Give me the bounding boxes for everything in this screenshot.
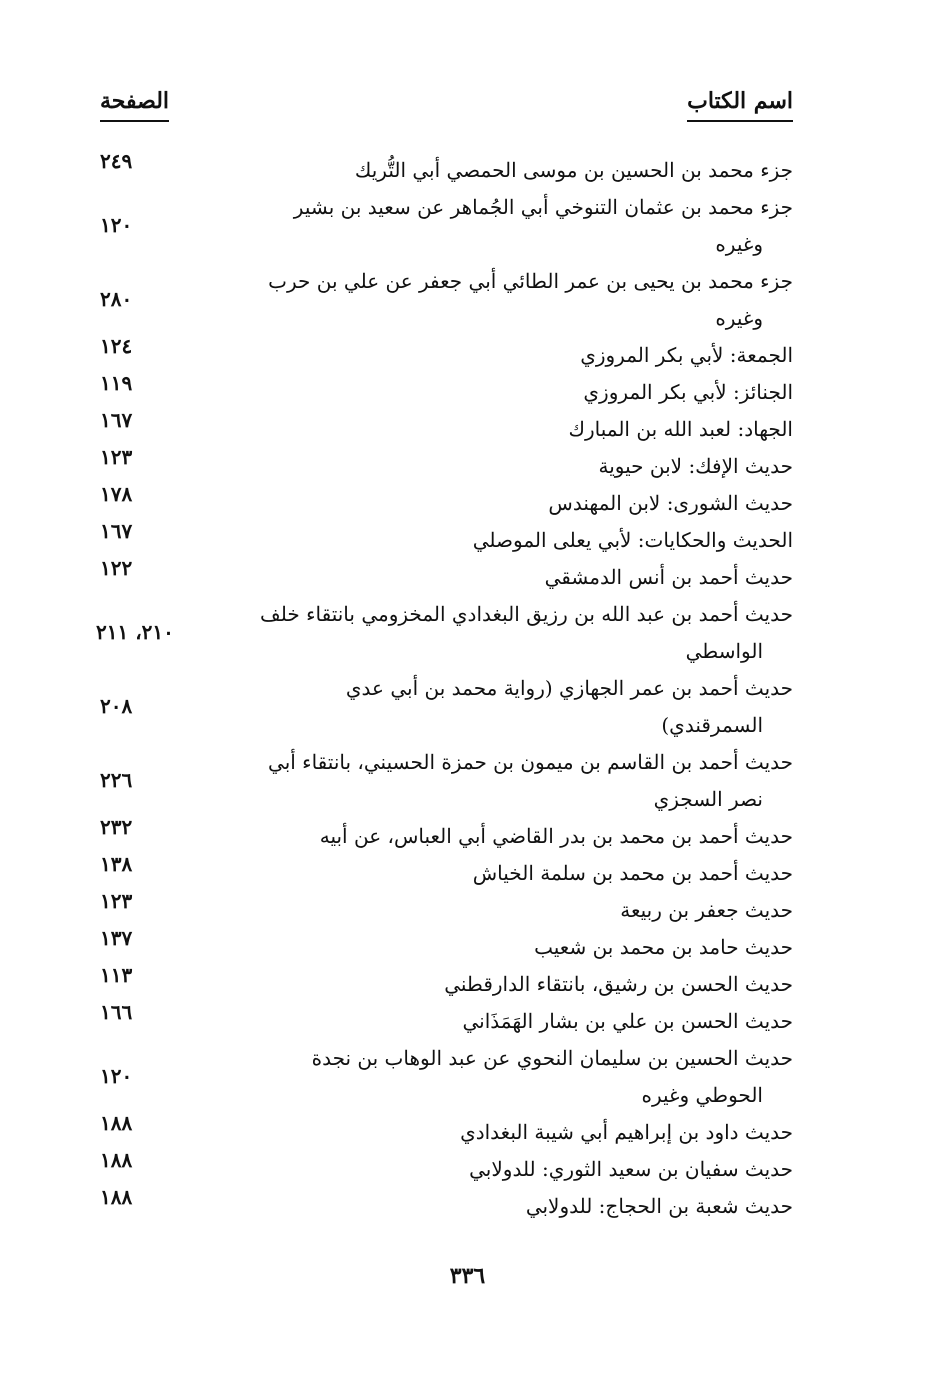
entry-title: جزء محمد بن الحسين بن موسى الحمصي أبي التُّريك [354,158,793,182]
entry-page-number: ١٢٣ [100,889,133,913]
index-entry [218,892,793,929]
index-entry [218,966,793,1003]
entry-title: حديث أحمد بن عمر الجهازي (رواية محمد بن أبي عدي [345,676,793,700]
index-entry [218,670,793,744]
entry-title: الجمعة: لأبي بكر المروزي [580,343,793,367]
entry-title-continuation: الحوطي وغيره [641,1083,763,1107]
entry-title: حديث حامد بن محمد بن شعيب [534,935,793,959]
index-entry [218,1188,793,1225]
entry-page-number: ١٨٨ [100,1111,133,1135]
entry-page-number: ١٢٤ [100,334,133,358]
entry-title: حديث الحسن بن علي بن بشار الهَمَذَاني [462,1009,793,1033]
entry-title-continuation: وغيره [715,306,763,330]
entry-page-number: ١١٩ [100,371,133,395]
entry-title: الجنائز: لأبي بكر المروزي [583,380,793,404]
entry-title: حديث أحمد بن محمد بن سلمة الخياش [472,861,793,885]
entry-title: حديث الحسين بن سليمان النحوي عن عبد الوهاب بن نجدة [311,1046,793,1070]
index-entry [218,1151,793,1188]
entry-page-number: ١٦٦ [100,1000,133,1024]
entry-title-continuation: وغيره [715,232,763,256]
entry-page-number: ١٢٢ [100,556,133,580]
entry-title: حديث الشورى: لابن المهندس [548,491,793,515]
index-entry [218,337,793,374]
index-entry [218,374,793,411]
entry-page-number: ١٨٨ [100,1148,133,1172]
index-entry [218,744,793,818]
entry-title: حديث الحسن بن رشيق، بانتقاء الدارقطني [444,972,793,996]
entry-title: حديث أحمد بن عبد الله بن رزيق البغدادي المخزومي بانتقاء خلف [260,602,793,626]
page-column-header: الصفحة [100,88,169,122]
index-entry [218,818,793,855]
index-entry [218,485,793,522]
index-entry [218,152,793,189]
entry-page-number: ١٧٨ [100,482,133,506]
index-entry [218,411,793,448]
entry-page-number: ١١٣ [100,963,133,987]
entry-page-number: ٢٠٨ [100,694,133,718]
page-number: ٣٣٦ [449,1263,486,1289]
entry-page-number: ٢٣٢ [100,815,133,839]
entry-page-number: ١٨٨ [100,1185,133,1209]
index-entry [218,263,793,337]
index-entry [218,522,793,559]
entry-title: حديث أحمد بن محمد بن بدر القاضي أبي العباس، عن أبيه [319,824,793,848]
entry-page-number: ١٢٣ [100,445,133,469]
entry-page-number: ٢٢٦ [100,768,133,792]
entry-title: حديث الإفك: لابن حيوية [598,454,793,478]
index-entry [218,596,793,670]
entry-page-number: ٢٨٠ [100,287,133,311]
index-entry [218,855,793,892]
entry-page-number: ٢١٠، ٢١١ [96,620,174,644]
entry-page-number: ١٣٧ [100,926,133,950]
entry-title: حديث داود بن إبراهيم أبي شيبة البغدادي [460,1120,793,1144]
entry-title: حديث شعبة بن الحجاج: للدولابي [525,1194,793,1218]
index-entry [218,1003,793,1040]
index-entry [218,559,793,596]
entry-title: الجهاد: لعبد الله بن المبارك [568,417,793,441]
entry-title: جزء محمد بن عثمان التنوخي أبي الجُماهر عن سعيد بن بشير [293,195,793,219]
entry-title: الحديث والحكايات: لأبي يعلى الموصلي [472,528,793,552]
entry-page-number: ١٢٠ [100,213,133,237]
entry-title: جزء محمد بن يحيى بن عمر الطائي أبي جعفر عن علي بن حرب [268,269,793,293]
entry-title-continuation: نصر السجزي [653,787,763,811]
entry-page-number: ١٦٧ [100,519,133,543]
entry-title: حديث أحمد بن أنس الدمشقي [544,565,793,589]
entry-title-continuation: الواسطي [685,639,763,663]
index-entry [218,448,793,485]
entry-title: حديث أحمد بن القاسم بن ميمون بن حمزة الحسيني، بانتقاء أبي [268,750,793,774]
entry-page-number: ١٣٨ [100,852,133,876]
entry-title-continuation: السمرقندي) [661,713,763,737]
entry-title: حديث سفيان بن سعيد الثوري: للدولابي [469,1157,793,1181]
index-entry [218,1040,793,1114]
entry-page-number: ٢٤٩ [100,149,133,173]
entry-page-number: ١٢٠ [100,1064,133,1088]
entry-title: حديث جعفر بن ربيعة [620,898,793,922]
index-entry [218,189,793,263]
index-entry [218,929,793,966]
index-entry [218,1114,793,1151]
entry-page-number: ١٦٧ [100,408,133,432]
book-title-column-header: اسم الكتاب [687,88,793,122]
